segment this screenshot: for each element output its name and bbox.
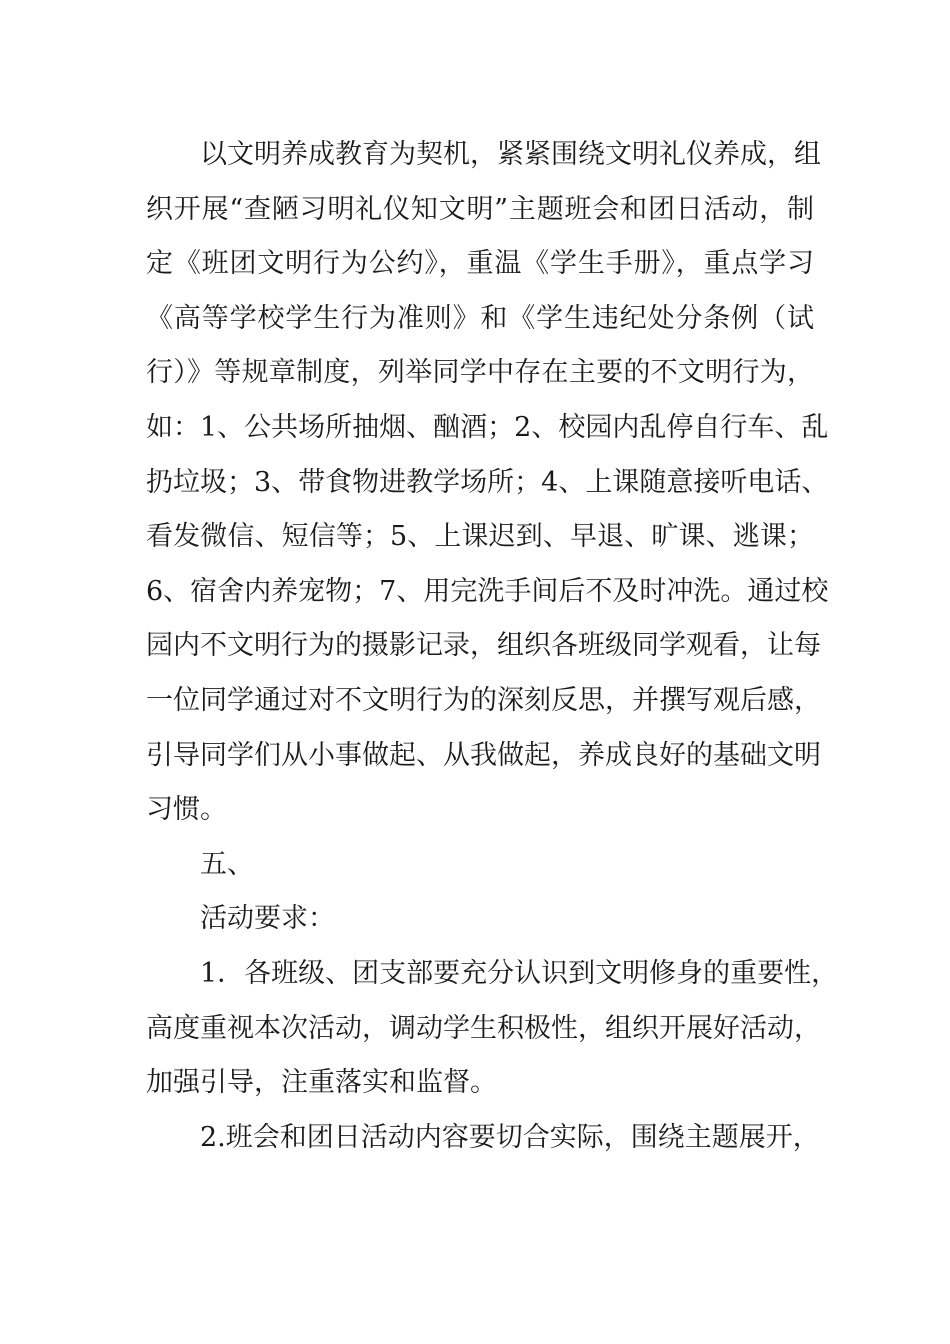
text-line: 习惯。 (146, 794, 227, 826)
text-line: 高度重视本次活动，调动学生积极性，组织开展好活动， (146, 1012, 821, 1044)
text-line: 扔垃圾；3、带食物进教学场所；4、上课随意接听电话、 (146, 466, 829, 498)
text-line: 1．各班级、团支部要充分认识到文明修身的重要性， (200, 957, 839, 989)
text-line: 定《班团文明行为公约》，重温《学生手册》，重点学习 (146, 248, 814, 280)
requirement-item-2 (146, 1111, 820, 1166)
text-line: 看发微信、短信等；5、上课迟到、早退、旷课、逃课； (146, 521, 814, 553)
text-line: 引导同学们从小事做起、从我做起，养成良好的基础文明 (146, 739, 821, 771)
section-number (146, 838, 814, 893)
text-line: 加强引导，注重落实和监督。 (146, 1067, 497, 1099)
text-line: 一位同学通过对不文明行为的深刻反思，并撰写观后感， (146, 684, 821, 716)
text-line: 6、宿舍内养宠物；7、用完洗手间后不及时冲洗。通过校 (146, 575, 829, 607)
text-line: 织开展“查陋习明礼仪知文明”主题班会和团日活动，制 (146, 193, 814, 225)
text-line: 《高等学校学生行为准则》和《学生违纪处分条例（试 (146, 302, 814, 334)
text-line: 园内不文明行为的摄影记录，组织各班级同学观看，让每 (146, 630, 821, 662)
text-line: 行）》等规章制度，列举同学中存在主要的不文明行为， (146, 357, 814, 389)
text-line: 如：1、公共场所抽烟、酗酒；2、校园内乱停自行车、乱 (146, 411, 829, 443)
text-line: 活动要求： (200, 903, 335, 935)
paragraph-civility-activities (146, 128, 829, 838)
text-line: 2.班会和团日活动内容要切合实际，围绕主题展开， (200, 1121, 820, 1153)
document-body (146, 128, 839, 1165)
text-line: 五、 (200, 848, 254, 880)
section-heading (146, 892, 814, 947)
text-line: 以文明养成教育为契机，紧紧围绕文明礼仪养成，组 (200, 139, 821, 170)
requirement-item-1 (146, 947, 839, 1111)
